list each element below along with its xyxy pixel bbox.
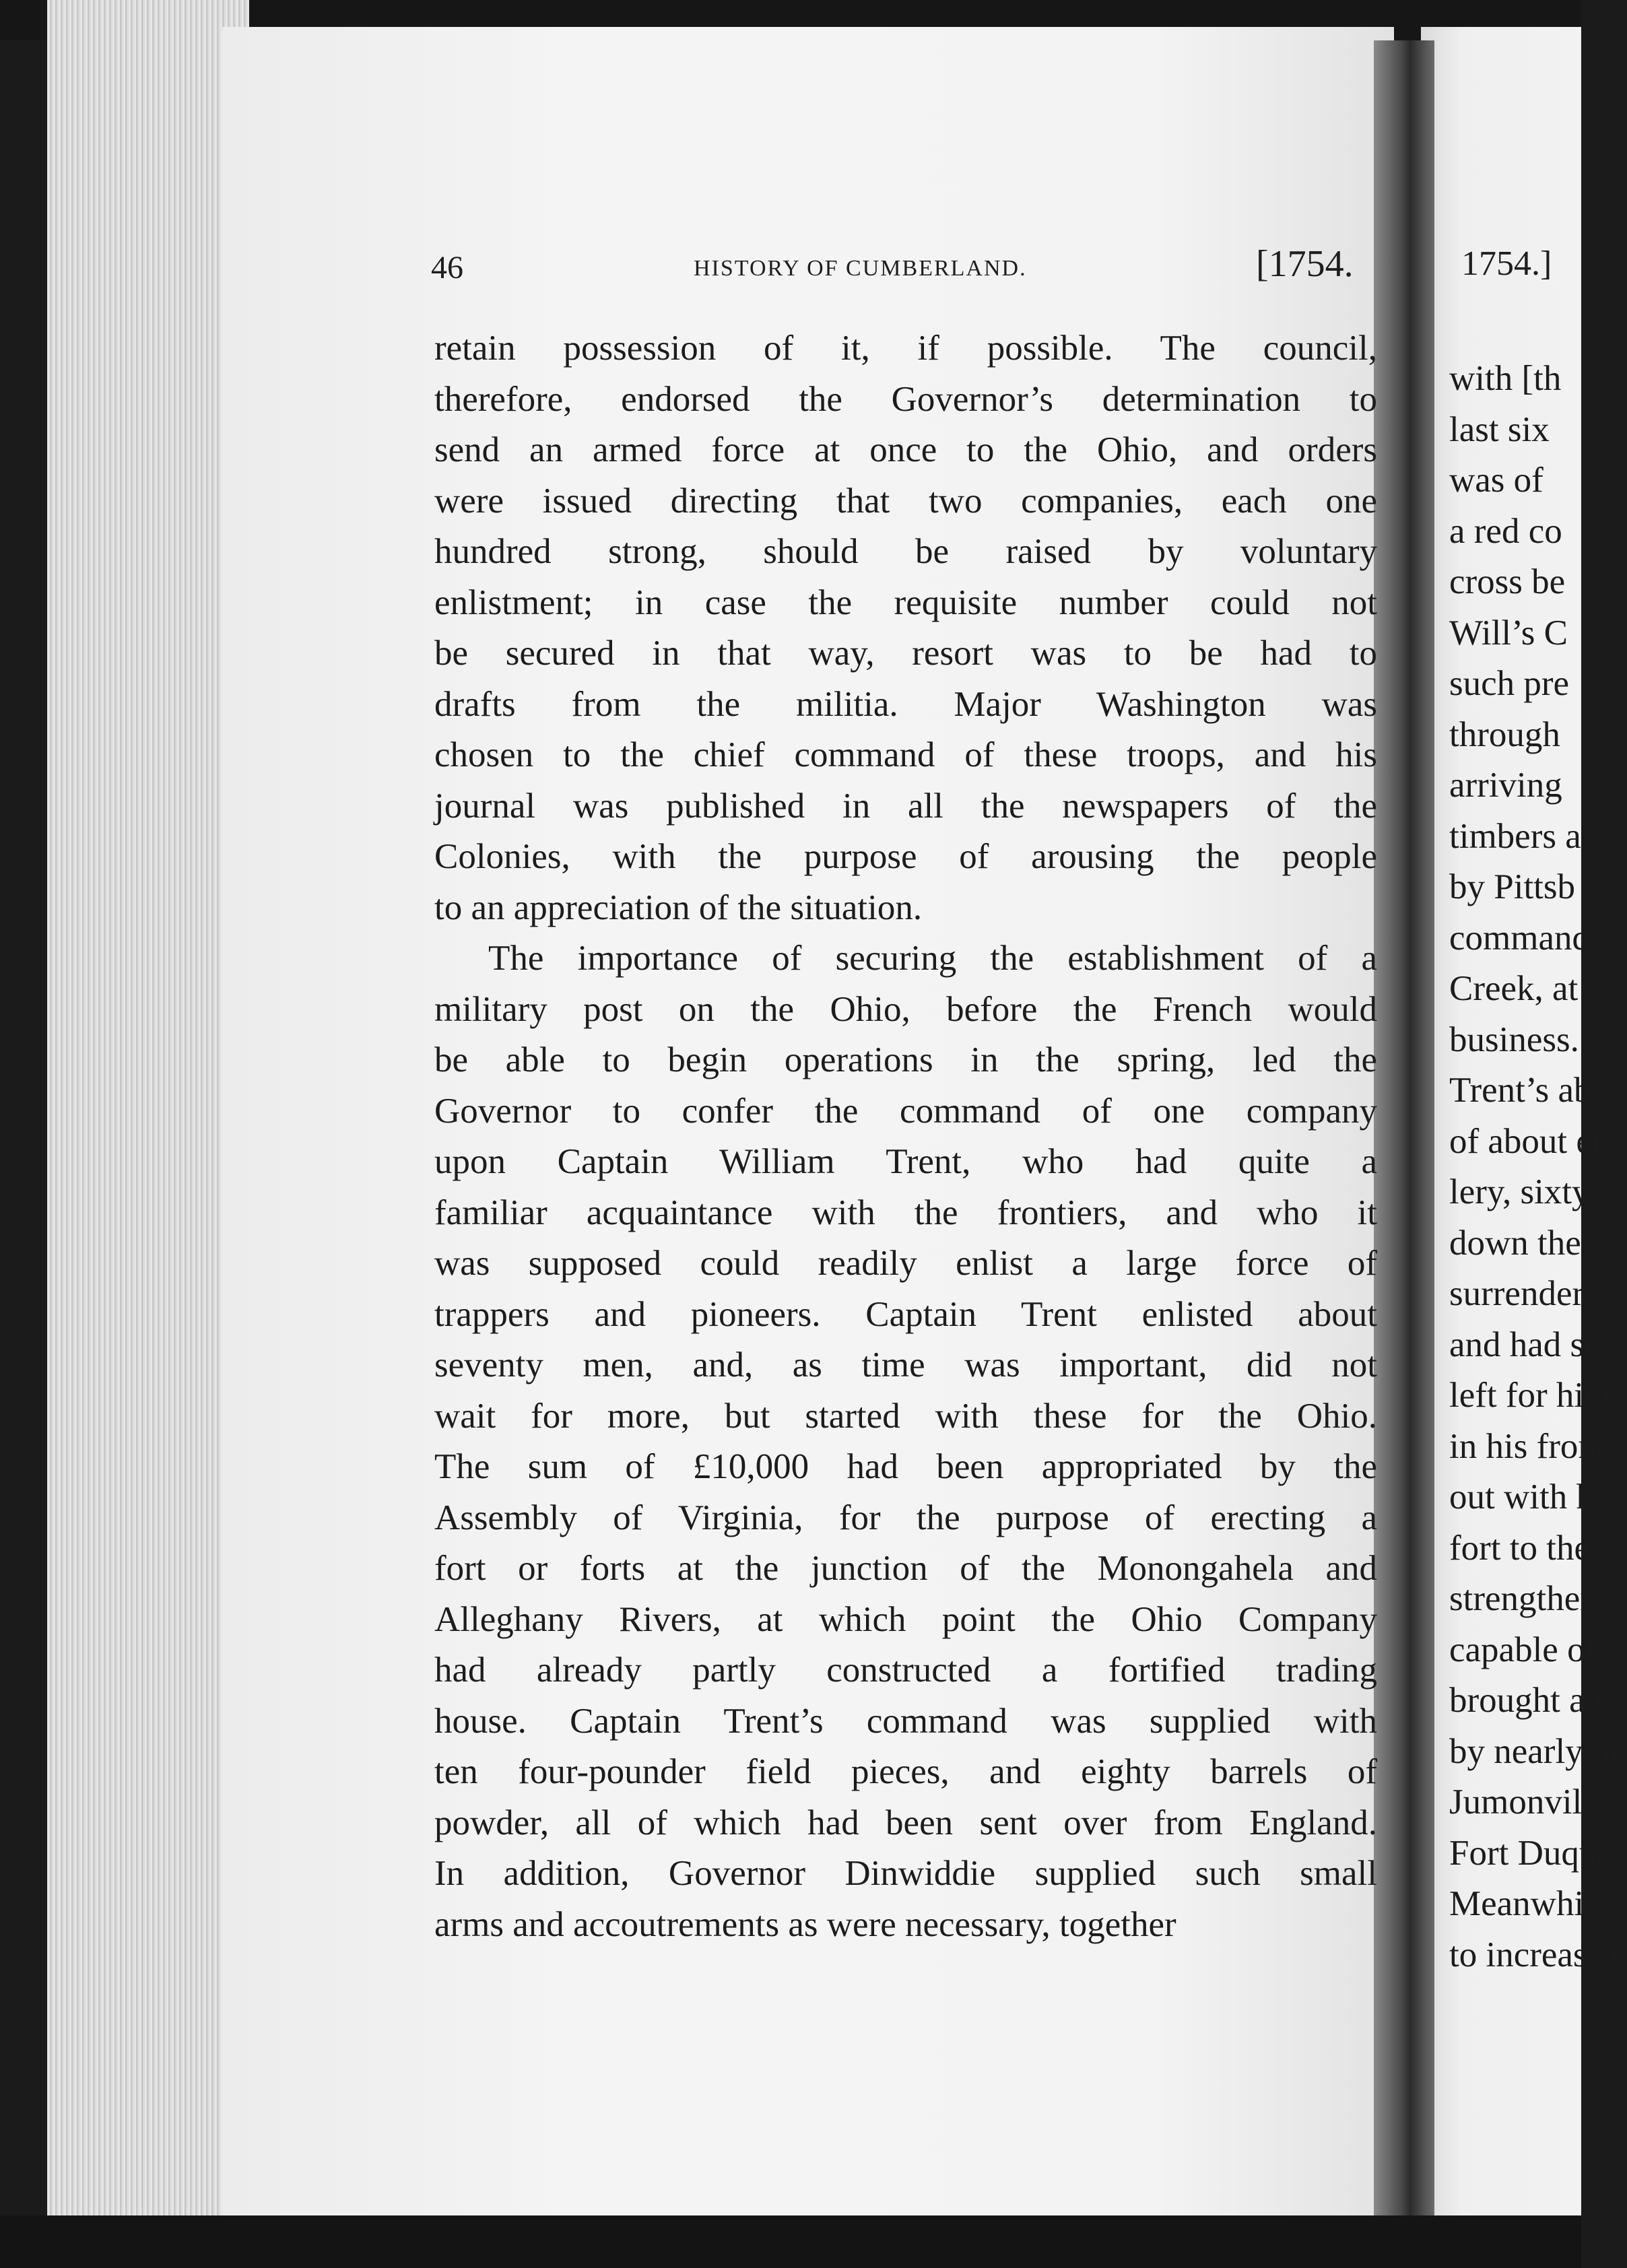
right-text-line: with [th	[1449, 359, 1562, 398]
right-text-line: surrender	[1449, 1274, 1585, 1313]
text-line: In addition, Governor Dinwiddie supplied such small	[434, 1854, 1377, 1893]
scan-background-bottom	[0, 2215, 1581, 2268]
text-line: journal was published in all the newspapers of the	[434, 786, 1377, 826]
text-line: send an armed force at once to the Ohio, and orders	[434, 430, 1377, 469]
text-line: hundred strong, should be raised by voluntary	[434, 532, 1377, 571]
right-text-line: a red co	[1449, 511, 1562, 551]
page-header	[431, 242, 1374, 296]
right-text-line: capable of	[1449, 1630, 1597, 1669]
text-line: chosen to the chief command of these troops, and his	[434, 735, 1377, 774]
text-line: had already partly constructed a fortified trading	[434, 1650, 1377, 1690]
right-text-line: was of	[1449, 461, 1543, 500]
page-number: 46	[431, 250, 463, 286]
text-line: was supposed could readily enlist a large force of	[434, 1244, 1377, 1283]
text-line: The sum of £10,000 had been appropriated by the	[434, 1447, 1377, 1486]
right-text-line: and had sc	[1449, 1325, 1600, 1364]
right-text-line: arriving	[1449, 766, 1562, 805]
right-text-line: out with h	[1449, 1477, 1594, 1516]
text-line: retain possession of it, if possible. The council,	[434, 329, 1377, 368]
running-year: [1754.	[1256, 243, 1354, 285]
right-text-line: left for him	[1449, 1376, 1612, 1415]
right-text-line: in his front	[1449, 1426, 1606, 1466]
right-text-line: last six	[1449, 409, 1550, 449]
right-text-line: to increase t	[1449, 1935, 1622, 1974]
right-text-line: Will’s C	[1449, 613, 1568, 653]
text-line: fort or forts at the junction of the Monongahela and	[434, 1549, 1377, 1588]
right-text-line: by nearly or	[1449, 1731, 1622, 1771]
right-text-line: of about ei	[1449, 1121, 1602, 1161]
text-line: arms and accoutrements as were necessary, together	[434, 1904, 1176, 1944]
text-line: powder, all of which had been sent over from England.	[434, 1803, 1377, 1842]
text-line: house. Captain Trent’s command was supplied with	[434, 1701, 1377, 1741]
text-line: wait for more, but started with these for the Ohio.	[434, 1396, 1377, 1436]
right-text-line: through	[1449, 714, 1560, 754]
right-text-line: Jumonville,	[1449, 1782, 1617, 1822]
stacked-page-edges	[47, 0, 249, 2215]
text-line: Colonies, with the purpose of arousing the people	[434, 837, 1377, 876]
text-line: were issued directing that two companies, each one	[434, 481, 1377, 521]
right-text-line: by Pittsb	[1449, 867, 1576, 906]
text-line: trappers and pioneers. Captain Trent enlisted about	[434, 1294, 1377, 1334]
text-line: Assembly of Virginia, for the purpose of erecting a	[434, 1498, 1377, 1537]
right-page-text	[1449, 354, 1627, 1980]
text-line: ten four-pounder field pieces, and eighty barrels of	[434, 1752, 1377, 1791]
text-line: Governor to confer the command of one company	[434, 1091, 1377, 1131]
right-text-line: Meanwhile	[1449, 1884, 1610, 1923]
text-line: be secured in that way, resort was to be had to	[434, 634, 1377, 673]
right-text-line: Trent’s ab	[1449, 1071, 1592, 1110]
right-text-line: fort to the	[1449, 1528, 1590, 1568]
text-line: familiar acquaintance with the frontiers, and who it	[434, 1193, 1377, 1232]
text-line: therefore, endorsed the Governor’s determination to	[434, 379, 1377, 419]
text-line: be able to begin operations in the spring, led the	[434, 1040, 1377, 1079]
right-text-line: strengthen	[1449, 1579, 1598, 1618]
text-line: military post on the Ohio, before the French would	[434, 989, 1377, 1029]
text-line: Alleghany Rivers, at which point the Ohio Company	[434, 1599, 1377, 1639]
text-line: enlistment; in case the requisite number could not	[434, 582, 1377, 622]
right-text-line: lery, sixty	[1449, 1172, 1590, 1211]
right-text-line: timbers a	[1449, 816, 1581, 856]
book-gutter-shadow	[1374, 40, 1434, 2222]
right-text-line: command	[1449, 918, 1590, 958]
right-text-line: brought aga	[1449, 1681, 1619, 1720]
text-line: to an appreciation of the situation.	[434, 888, 923, 927]
right-text-line: Fort Duques	[1449, 1833, 1627, 1873]
text-line: upon Captain William Trent, who had quite a	[434, 1142, 1377, 1181]
right-running-year: 1754.]	[1461, 244, 1552, 283]
right-page	[1421, 27, 1627, 2215]
right-text-line: business.	[1449, 1020, 1579, 1059]
body-text	[434, 323, 1377, 1950]
running-title: HISTORY OF CUMBERLAND.	[694, 256, 1027, 281]
text-line: The importance of securing the establishment of a	[488, 939, 1377, 978]
right-text-line: such pre	[1449, 664, 1570, 703]
right-text-line: down the	[1449, 1223, 1581, 1263]
right-text-line: Creek, at	[1449, 969, 1579, 1008]
right-text-line: cross be	[1449, 562, 1566, 601]
text-line: drafts from the militia. Major Washington was	[434, 684, 1377, 724]
text-line: seventy men, and, as time was important, did not	[434, 1345, 1377, 1385]
